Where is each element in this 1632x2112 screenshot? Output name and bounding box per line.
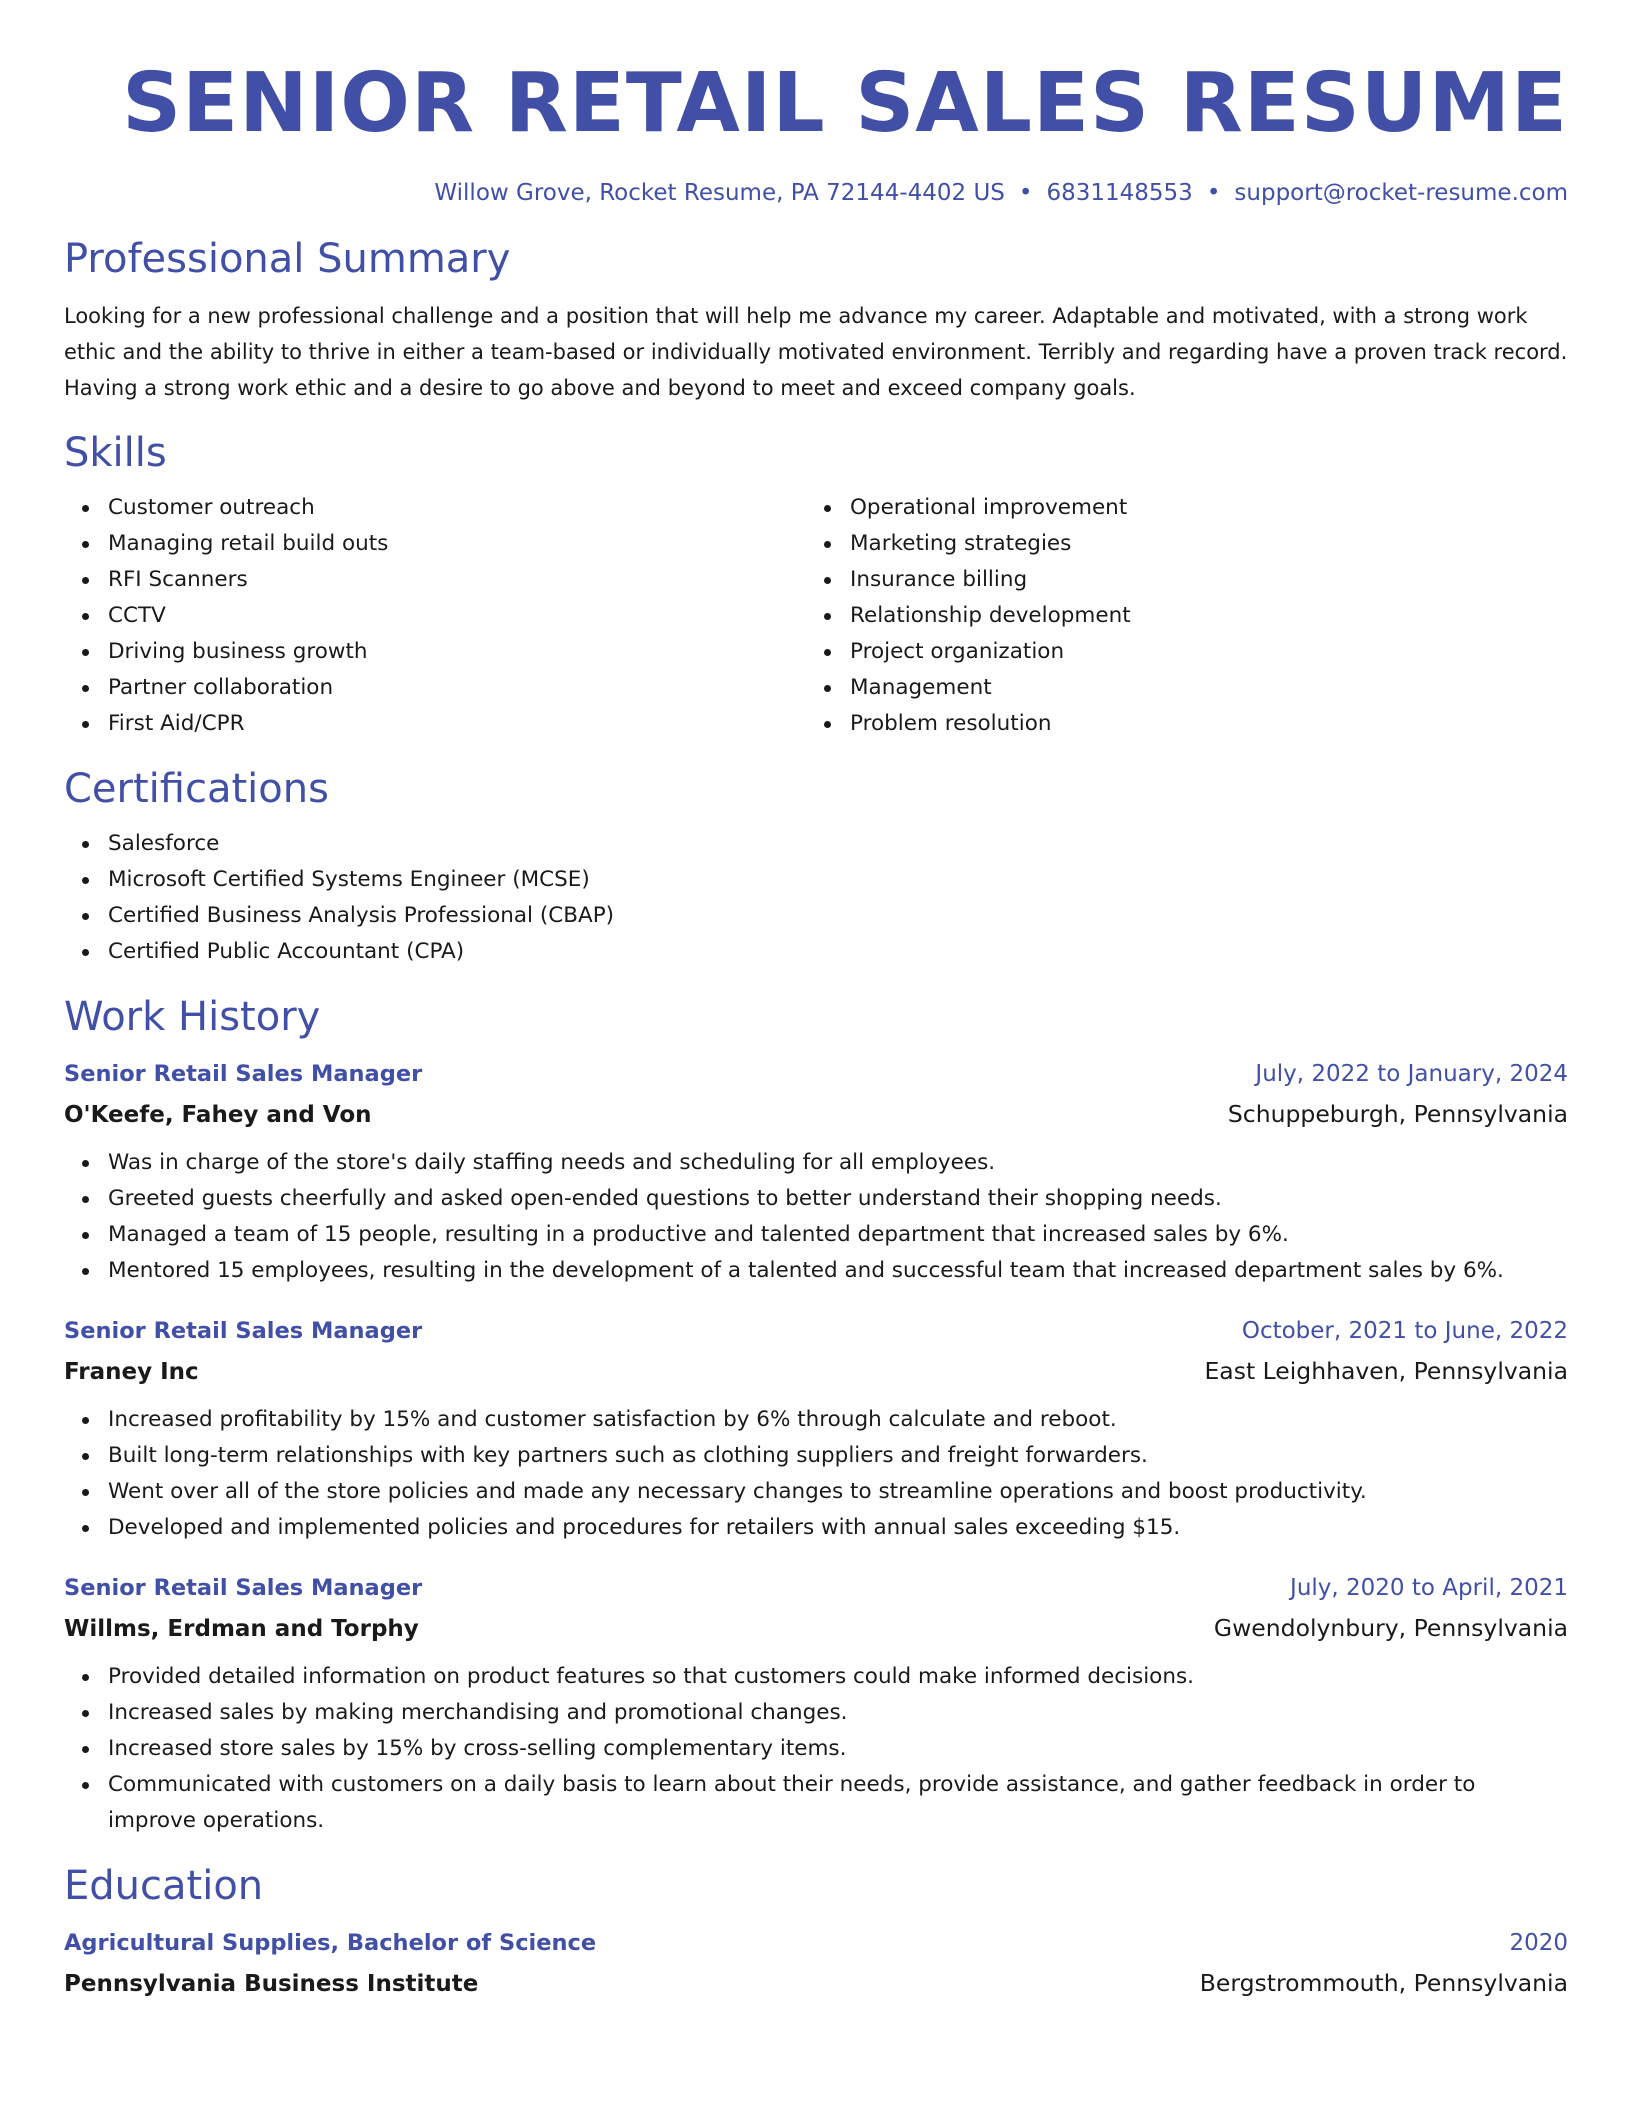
job-entry [64,1054,1568,1289]
job-entry [64,1568,1568,1839]
skill-item: CCTV [108,598,806,634]
contact-line [64,178,1568,208]
job-bullet: Developed and implemented policies and procedures for retailers with annual sales exceeding $15. [108,1510,1568,1546]
education-year: 2020 [1509,1930,1568,1956]
education-entry [64,1923,1568,2004]
work-history-section [64,992,1568,1839]
summary-text: Looking for a new professional challenge and a position that will help me advance my career. Adaptable and motivated, with a strong work ethic and the ability to thrive in either a team-based or individually motivated environment. Terribly and regarding have a proven track record. Having a strong work ethic and a desire to go above and beyond to meet and exceed company goals. [64,304,1568,400]
job-dates: July, 2022 to January, 2024 [1255,1061,1568,1087]
contact-phone: 6831148553 [1046,180,1193,206]
skill-item: Marketing strategies [850,526,1548,562]
work-history-heading: Work History [64,994,321,1040]
skill-item: First Aid/CPR [108,706,806,742]
skills-heading: Skills [64,430,167,476]
resume-title: SENIOR RETAIL SALES RESUME [122,56,1568,151]
skill-item: Operational improvement [850,490,1548,526]
summary-heading: Professional Summary [64,236,511,282]
certification-item: Certified Public Accountant (CPA) [108,934,1568,970]
job-dates: July, 2020 to April, 2021 [1290,1575,1568,1601]
skills-section [64,428,1568,742]
skill-item: RFI Scanners [108,562,806,598]
job-bullet: Was in charge of the store's daily staffing needs and scheduling for all employees. [108,1145,1568,1181]
job-location: Schuppeburgh, Pennsylvania [1227,1100,1568,1128]
job-employer: O'Keefe, Fahey and Von [64,1102,372,1128]
skill-item: Management [850,670,1548,706]
contact-separator: • [1206,180,1221,206]
education-school: Pennsylvania Business Institute [64,1971,479,1997]
skill-item: Customer outreach [108,490,806,526]
job-bullet: Provided detailed information on product features so that customers could make informed decisions. [108,1659,1568,1695]
job-bullet: Communicated with customers on a daily basis to learn about their needs, provide assistance, and gather feedback in order to improve operations. [108,1767,1568,1839]
certifications-section [64,764,1568,970]
skill-item: Project organization [850,634,1548,670]
resume-page [64,0,1568,2004]
skill-item: Insurance billing [850,562,1548,598]
skill-item: Managing retail build outs [108,526,806,562]
job-bullet: Increased profitability by 15% and customer satisfaction by 6% through calculate and reboot. [108,1402,1568,1438]
contact-address: Willow Grove, Rocket Resume, PA 72144-4402 US [434,180,1005,206]
job-location: East Leighhaven, Pennsylvania [1204,1357,1568,1385]
job-bullet: Managed a team of 15 people, resulting in a productive and talented department that increased sales by 6%. [108,1217,1568,1253]
certification-item: Microsoft Certified Systems Engineer (MCSE) [108,862,1568,898]
education-section [64,1861,1568,2004]
skills-columns [64,478,1568,742]
education-degree: Agricultural Supplies, Bachelor of Science [64,1930,597,1956]
job-bullet: Mentored 15 employees, resulting in the development of a talented and successful team that increased department sales by 6%. [108,1253,1568,1289]
job-entry [64,1311,1568,1546]
skill-item: Relationship development [850,598,1548,634]
job-title: Senior Retail Sales Manager [64,1575,423,1601]
job-bullet: Increased sales by making merchandising and promotional changes. [108,1695,1568,1731]
certification-item: Salesforce [108,826,1568,862]
summary-section [64,234,1568,406]
job-employer: Franey Inc [64,1359,199,1385]
education-location: Bergstrommouth, Pennsylvania [1199,1969,1568,1997]
contact-email[interactable]: support@rocket-resume.com [1234,180,1568,206]
job-bullet: Greeted guests cheerfully and asked open-ended questions to better understand their shopping needs. [108,1181,1568,1217]
certification-item: Certified Business Analysis Professional (CBAP) [108,898,1568,934]
education-heading: Education [64,1863,264,1909]
job-title: Senior Retail Sales Manager [64,1318,423,1344]
contact-separator: • [1018,180,1033,206]
skill-item: Problem resolution [850,706,1548,742]
skill-item: Partner collaboration [108,670,806,706]
skill-item: Driving business growth [108,634,806,670]
skills-column-right [806,478,1548,742]
skills-column-left [64,478,806,742]
job-bullet: Went over all of the store policies and made any necessary changes to streamline operations and boost productivity. [108,1474,1568,1510]
job-bullet: Built long-term relationships with key partners such as clothing suppliers and freight forwarders. [108,1438,1568,1474]
job-title: Senior Retail Sales Manager [64,1061,423,1087]
job-dates: October, 2021 to June, 2022 [1241,1318,1568,1344]
job-employer: Willms, Erdman and Torphy [64,1616,419,1642]
certifications-heading: Certifications [64,766,329,812]
job-location: Gwendolynbury, Pennsylvania [1213,1614,1568,1642]
job-bullet: Increased store sales by 15% by cross-selling complementary items. [108,1731,1568,1767]
